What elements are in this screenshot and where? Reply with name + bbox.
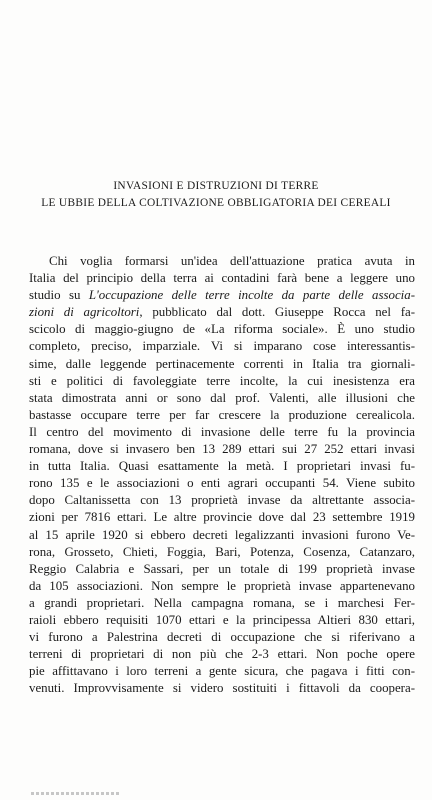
chapter-title: INVASIONI E DISTRUZIONI DI TERRE	[113, 180, 319, 192]
text-line: bastasse occupare terre per far crescere la produzione cerealicola.	[29, 407, 415, 422]
italic-book-title: zioni di agricoltori	[29, 305, 140, 320]
body-paragraph	[29, 253, 415, 697]
text-line: da 105 associazioni. Non sempre le proprietà invase appartenevano	[29, 578, 415, 593]
scan-edge-mark	[31, 792, 121, 795]
text-line: raioli ebbero requisiti 1070 ettari e la principessa Altieri 830 ettari,	[29, 612, 415, 627]
text-line: pie affittavano i loro terreni a gente sicura, che pagava i fitti con-	[29, 664, 415, 679]
text-line: scicolo di maggio-giugno de «La riforma sociale». È uno studio	[29, 322, 415, 337]
text-line: terreni di proprietari di non più che 2-3 ettari. Non poche opere	[29, 647, 415, 662]
text-line: rono 135 e le associazioni o enti agrari occupanti 54. Viene subito	[29, 476, 415, 491]
text-line: stata dimostrata anni or sono dal prof. Valenti, alle illusioni che	[29, 390, 415, 405]
italic-book-title: L'occupazione delle terre incolte da parte delle associa-	[88, 288, 415, 303]
text-line: Il centro del movimento di invasione delle terre fu la provincia	[29, 424, 415, 439]
text-line: in tutta Italia. Quasi esattamente la metà. I proprietari invasi fu-	[29, 459, 415, 474]
text-line-with-italic-title: zioni di agricoltori, pubblicato dal dott. Giuseppe Rocca nel fa-	[29, 305, 415, 320]
text-line: completo, preciso, imparziale. Vi si imparano cose interessantis-	[29, 339, 415, 354]
text-line: vi furono a Palestrina decreti di occupazione che si riferivano a	[29, 630, 415, 645]
text-line: sti e politici di favoleggiate terre incolte, la cui inesistenza era	[29, 373, 415, 388]
text-line: romana, dove si invasero ben 13 289 ettari sui 27 252 ettari invasi	[29, 442, 415, 457]
text-line: venuti. Improvvisamente si videro sostituiti i fittavoli da coopera-	[29, 681, 415, 696]
text-line: zioni per 7816 ettari. Le altre provincie dove dal 23 settembre 1919	[29, 510, 415, 525]
text-line: al 15 aprile 1920 si ebbero decreti legalizzanti invasioni furono Ve-	[29, 527, 415, 542]
text-line-with-italic-title: studio su L'occupazione delle terre incolte da parte delle associa-	[29, 288, 415, 303]
text-line: Chi voglia formarsi un'idea dell'attuazione pratica avuta in	[49, 254, 415, 268]
chapter-subtitle: LE UBBIE DELLA COLTIVAZIONE OBBLIGATORIA DEI CEREALI	[41, 197, 391, 209]
text-line: sime, dalle leggende pertinacemente correnti in Italia tra giornali-	[29, 356, 415, 371]
text-line: dopo Caltanissetta con 13 proprietà invase da altrettante associa-	[29, 493, 415, 508]
text-line: Italia del principio della terra ai contadini farà bene a leggere uno	[29, 271, 415, 286]
text-line: Reggio Calabria e Sassari, per un totale di 199 proprietà invase	[29, 561, 415, 576]
text-line: rona, Grosseto, Chieti, Foggia, Bari, Potenza, Cosenza, Catanzaro,	[29, 544, 415, 559]
text-line: a grandi proprietari. Nella campagna romana, se i marchesi Fer-	[29, 595, 415, 610]
